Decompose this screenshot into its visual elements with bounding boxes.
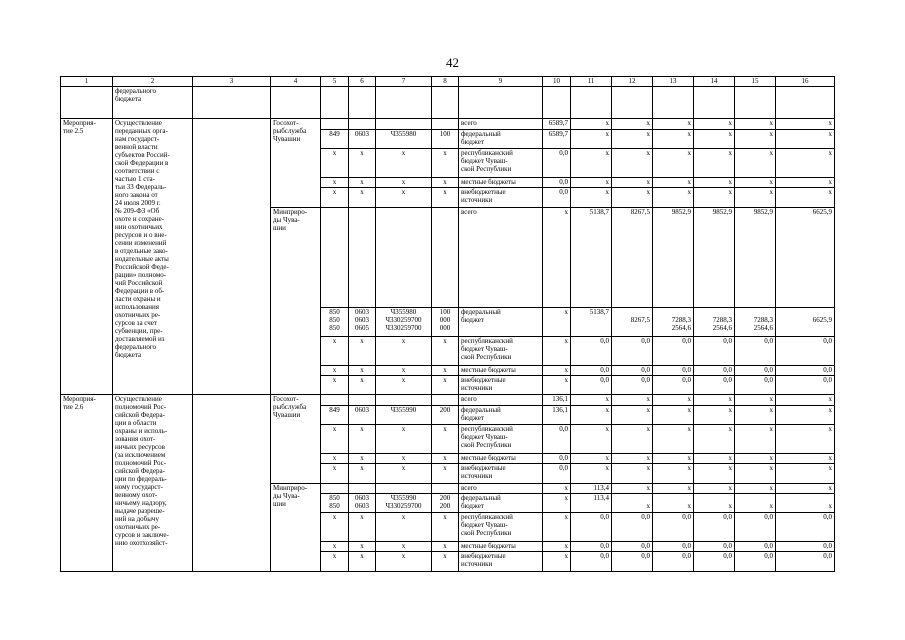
budget-code-cell: x [349, 177, 376, 187]
value-cell: 0,0 [735, 552, 776, 572]
empty-cell [459, 87, 543, 119]
value-cell: x [653, 119, 694, 129]
budget-code-cell [321, 119, 349, 129]
budget-code-cell: x [321, 188, 349, 207]
budget-code-cell: 0603 [349, 129, 376, 148]
budget-code-cell: x [376, 365, 432, 375]
value-cell: 0,0 [776, 552, 835, 572]
value-cell: x [571, 177, 612, 187]
column-number-row [61, 77, 835, 87]
value-cell: 0,0 [735, 376, 776, 395]
budget-code-cell: x [376, 149, 432, 178]
budget-code-cell [376, 207, 432, 308]
budget-code-cell: x [376, 513, 432, 542]
value-cell: x [776, 129, 835, 148]
executor-cell: Госохот- рыбслужба Чувашии [271, 395, 321, 483]
value-cell: x [694, 483, 735, 493]
value-cell: x [571, 464, 612, 483]
budget-code-cell [376, 119, 432, 129]
goal-cell [193, 395, 271, 572]
value-cell: x [612, 483, 653, 493]
value-cell: x [612, 395, 653, 405]
value-cell: 136,1 [543, 395, 571, 405]
value-cell: x [543, 365, 571, 375]
value-cell: x [694, 494, 735, 513]
value-cell: x [543, 376, 571, 395]
budget-code-cell: x [376, 464, 432, 483]
value-cell: x [694, 405, 735, 424]
value-cell: x [694, 464, 735, 483]
empty-cell [376, 87, 432, 119]
value-cell: x [694, 119, 735, 129]
value-cell: 0,0 [571, 513, 612, 542]
page-number: 42 [446, 55, 459, 70]
budget-code-cell: x [376, 188, 432, 207]
value-cell: x [571, 129, 612, 148]
value-cell: x [694, 188, 735, 207]
column-number-header: 11 [571, 77, 612, 87]
value-cell: 0,0 [543, 464, 571, 483]
empty-cell [321, 87, 349, 119]
empty-cell [61, 87, 113, 119]
column-number-header: 4 [271, 77, 321, 87]
value-cell: x [612, 149, 653, 178]
value-cell: 0,0 [571, 365, 612, 375]
budget-code-cell: Ч355990 Ч330259700 [376, 494, 432, 513]
value-cell: x [612, 188, 653, 207]
value-cell: x [543, 552, 571, 572]
value-cell: 0,0 [653, 365, 694, 375]
funding-source-cell: местные бюджеты [459, 365, 543, 375]
value-cell: x [571, 395, 612, 405]
budget-code-cell [321, 483, 349, 493]
table-row [61, 395, 835, 405]
value-cell: x [694, 149, 735, 178]
value-cell: x [694, 177, 735, 187]
value-cell: 6589,7 [543, 119, 571, 129]
budget-code-cell [349, 483, 376, 493]
value-cell: 5138,7 [571, 207, 612, 308]
value-cell: x [543, 494, 571, 513]
funding-source-cell: местные бюджеты [459, 177, 543, 187]
value-cell: 9852,9 [694, 207, 735, 308]
value-cell: x [776, 483, 835, 493]
value-cell: x [735, 177, 776, 187]
value-cell: 0,0 [776, 513, 835, 542]
value-cell: 0,0 [653, 552, 694, 572]
budget-code-cell [432, 119, 459, 129]
value-cell: 0,0 [653, 337, 694, 366]
executor-cell: Госохот- рыбслужба Чувашии [271, 119, 321, 207]
budget-code-cell: x [321, 453, 349, 463]
funding-source-cell: республиканский бюджет Чуваш- ской Республики [459, 513, 543, 542]
value-cell: x [653, 494, 694, 513]
value-cell: 8267,5 [612, 207, 653, 308]
value-cell: x [735, 483, 776, 493]
column-number-header: 3 [193, 77, 271, 87]
budget-code-cell: x [376, 552, 432, 572]
event-name-cell: Осуществление полномочий Рос- сийской Федера- ции в области охраны и исполь- зования охот- ничьих ресурсов (за исключением полномочий Рос- сийской Федера- ции по федераль- ному государст- венному охот- ничьему надзору, выдаче разреше- ний на добычу охотничьих ре- сурсов и заключе- нию охотхозяйст- [113, 395, 193, 572]
budget-code-cell: x [432, 376, 459, 395]
budget-code-cell: x [349, 149, 376, 178]
budget-code-cell [376, 483, 432, 493]
empty-cell [776, 87, 835, 119]
empty-cell [543, 87, 571, 119]
value-cell: 113,4 [571, 494, 612, 513]
budget-code-cell: x [321, 177, 349, 187]
column-number-header: 1 [61, 77, 113, 87]
value-cell: x [653, 405, 694, 424]
event-name-cell: Осуществление переданных орга- нам государст- венной власти субъектов Россий- ской Федерации в соответствии с частью 1 ста- тьи 33 Федераль- ного закона от 24 июля 2009 г. № 209-ФЗ «Об охоте и сохране- нии охотничьих ресурсов и о вне- сении изменений в отдельные зако- нодательные акты Российской Феде- рации» полномо- чий Российской Федерации в об- ласти охраны и использования охотничьих ре- сурсов за счет субвенции, пре- доставляемой из федерального бюджета [113, 119, 193, 395]
value-cell: x [735, 129, 776, 148]
budget-code-cell: x [349, 365, 376, 375]
budget-code-cell: Ч355980 [376, 129, 432, 148]
value-cell: x [571, 188, 612, 207]
funding-source-cell: республиканский бюджет Чуваш- ской Республики [459, 337, 543, 366]
value-cell: 0,0 [694, 365, 735, 375]
value-cell: x [612, 119, 653, 129]
value-cell: x [653, 425, 694, 454]
budget-code-cell: x [376, 453, 432, 463]
funding-source-cell: внебюджетные источники [459, 188, 543, 207]
budget-code-cell: 849 [321, 129, 349, 148]
value-cell: x [571, 149, 612, 178]
value-cell: x [653, 483, 694, 493]
budget-code-cell [432, 395, 459, 405]
budget-code-cell: x [349, 337, 376, 366]
funding-source-cell: местные бюджеты [459, 453, 543, 463]
column-number-header: 16 [776, 77, 835, 87]
budget-code-cell: x [432, 425, 459, 454]
value-cell: x [776, 119, 835, 129]
budget-code-cell: x [432, 365, 459, 375]
value-cell: x [776, 405, 835, 424]
value-cell: 0,0 [571, 542, 612, 552]
value-cell: x [543, 337, 571, 366]
empty-cell [349, 87, 376, 119]
budget-code-cell: x [432, 464, 459, 483]
value-cell: 0,0 [612, 376, 653, 395]
value-cell: x [735, 425, 776, 454]
column-number-header: 8 [432, 77, 459, 87]
column-number-header: 14 [694, 77, 735, 87]
budget-code-cell: x [349, 188, 376, 207]
value-cell: 0,0 [694, 513, 735, 542]
value-cell: 6625,9 [776, 207, 835, 308]
value-cell: x [543, 308, 571, 337]
funding-source-cell: федеральный бюджет [459, 405, 543, 424]
budget-code-cell: x [376, 425, 432, 454]
value-cell: x [571, 453, 612, 463]
value-cell: 0,0 [776, 376, 835, 395]
budget-code-cell: x [321, 365, 349, 375]
value-cell: x [694, 425, 735, 454]
value-cell: x [735, 464, 776, 483]
value-cell: 7288,3 2564,6 [735, 308, 776, 337]
value-cell: x [543, 542, 571, 552]
value-cell: x [571, 119, 612, 129]
budget-code-cell: x [376, 542, 432, 552]
value-cell: 0,0 [612, 552, 653, 572]
value-cell: x [612, 425, 653, 454]
value-cell: 113,4 [571, 483, 612, 493]
empty-cell [694, 87, 735, 119]
budget-code-cell [376, 395, 432, 405]
budget-code-cell: x [321, 425, 349, 454]
budget-code-cell: 849 [321, 405, 349, 424]
value-cell: x [653, 395, 694, 405]
funding-source-cell: всего [459, 483, 543, 493]
budget-code-cell: x [349, 453, 376, 463]
value-cell: x [694, 453, 735, 463]
column-number-header: 6 [349, 77, 376, 87]
budget-code-cell: 850 850 850 [321, 308, 349, 337]
value-cell: x [735, 494, 776, 513]
value-cell: 0,0 [735, 513, 776, 542]
value-cell: x [543, 513, 571, 542]
value-cell: 0,0 [694, 337, 735, 366]
value-cell: x [612, 464, 653, 483]
goal-cell [193, 119, 271, 395]
empty-cell [271, 87, 321, 119]
funding-source-cell: всего [459, 119, 543, 129]
funding-source-cell: всего [459, 207, 543, 308]
value-cell: x [612, 177, 653, 187]
column-number-header: 2 [113, 77, 193, 87]
budget-code-cell: x [376, 376, 432, 395]
column-number-header: 12 [612, 77, 653, 87]
value-cell: 0,0 [653, 513, 694, 542]
budget-code-cell: x [432, 513, 459, 542]
value-cell: x [776, 177, 835, 187]
value-cell: x [653, 188, 694, 207]
executor-cell: Минприро- ды Чува- шии [271, 483, 321, 571]
value-cell: x [735, 405, 776, 424]
budget-code-cell [432, 207, 459, 308]
value-cell: 0,0 [543, 425, 571, 454]
value-cell: 6625,9 [776, 308, 835, 337]
value-cell: 0,0 [735, 542, 776, 552]
value-cell: 8267,5 [612, 308, 653, 337]
funding-source-cell: внебюджетные источники [459, 376, 543, 395]
value-cell: 0,0 [653, 542, 694, 552]
budget-code-cell: x [321, 376, 349, 395]
value-cell: x [612, 405, 653, 424]
budget-code-cell: 200 [432, 405, 459, 424]
value-cell: x [653, 464, 694, 483]
budget-code-cell: x [376, 337, 432, 366]
value-cell: 0,0 [776, 365, 835, 375]
value-cell: 0,0 [612, 542, 653, 552]
budget-code-cell: x [321, 149, 349, 178]
value-cell: 7288,3 2564,6 [694, 308, 735, 337]
value-cell: 0,0 [543, 149, 571, 178]
value-cell: 0,0 [612, 337, 653, 366]
funding-source-cell: республиканский бюджет Чуваш- ской Республики [459, 425, 543, 454]
funding-source-cell: местные бюджеты [459, 542, 543, 552]
value-cell: x [776, 494, 835, 513]
value-cell: x [776, 149, 835, 178]
value-cell: x [735, 149, 776, 178]
budget-code-cell: x [432, 188, 459, 207]
budget-table [60, 76, 835, 572]
budget-code-cell: x [321, 513, 349, 542]
value-cell: x [735, 119, 776, 129]
column-number-header: 5 [321, 77, 349, 87]
event-code-cell: Мероприя- тие 2.6 [61, 395, 113, 572]
value-cell: 0,0 [571, 376, 612, 395]
value-cell: 0,0 [571, 552, 612, 572]
table-row [61, 119, 835, 129]
funding-source-cell: внебюджетные источники [459, 552, 543, 572]
funding-source-cell: всего [459, 395, 543, 405]
value-cell: 7288,3 2564,6 [653, 308, 694, 337]
value-cell: x [735, 188, 776, 207]
budget-code-cell: x [349, 376, 376, 395]
executor-cell: Минприро- ды Чува- шии [271, 207, 321, 395]
budget-code-cell: x [432, 337, 459, 366]
budget-code-cell: 100 000 000 [432, 308, 459, 337]
budget-code-cell: x [349, 425, 376, 454]
funding-source-cell: федеральный бюджет [459, 494, 543, 513]
event-name-cell: федерального бюджета [113, 87, 193, 119]
value-cell: 0,0 [694, 552, 735, 572]
value-cell: x [694, 395, 735, 405]
value-cell: 0,0 [571, 337, 612, 366]
budget-code-cell [349, 207, 376, 308]
carry-over-row [61, 87, 835, 119]
budget-code-cell: x [349, 552, 376, 572]
budget-code-cell: x [376, 177, 432, 187]
value-cell: 0,0 [735, 337, 776, 366]
column-number-header: 9 [459, 77, 543, 87]
budget-code-cell: x [321, 337, 349, 366]
budget-code-cell [349, 119, 376, 129]
empty-cell [612, 87, 653, 119]
column-number-header: 7 [376, 77, 432, 87]
value-cell: x [776, 395, 835, 405]
budget-code-cell [432, 483, 459, 493]
value-cell: x [735, 453, 776, 463]
value-cell: x [776, 425, 835, 454]
value-cell: 0,0 [543, 177, 571, 187]
empty-cell [571, 87, 612, 119]
column-number-header: 13 [653, 77, 694, 87]
budget-code-cell: 850 850 [321, 494, 349, 513]
value-cell: 9852,9 [653, 207, 694, 308]
value-cell: x [543, 207, 571, 308]
value-cell: 9852,9 [735, 207, 776, 308]
value-cell: x [694, 129, 735, 148]
value-cell: 0,0 [543, 453, 571, 463]
budget-code-cell: x [321, 552, 349, 572]
empty-cell [653, 87, 694, 119]
budget-code-cell: Ч355990 [376, 405, 432, 424]
budget-code-cell: x [432, 177, 459, 187]
budget-code-cell: 200 200 [432, 494, 459, 513]
budget-code-cell: x [349, 464, 376, 483]
value-cell: x [735, 395, 776, 405]
empty-cell [432, 87, 459, 119]
budget-code-cell [349, 395, 376, 405]
value-cell: x [776, 188, 835, 207]
column-number-header: 15 [735, 77, 776, 87]
budget-code-cell: x [432, 453, 459, 463]
value-cell: x [543, 483, 571, 493]
budget-code-cell [321, 207, 349, 308]
budget-code-cell: 100 [432, 129, 459, 148]
value-cell: x [776, 464, 835, 483]
value-cell: 0,0 [735, 365, 776, 375]
value-cell: 5138,7 [571, 308, 612, 337]
budget-code-cell: 0603 [349, 405, 376, 424]
column-number-header: 10 [543, 77, 571, 87]
value-cell: x [653, 129, 694, 148]
empty-cell [193, 87, 271, 119]
budget-code-cell: x [349, 513, 376, 542]
value-cell: x [612, 494, 653, 513]
value-cell: x [571, 425, 612, 454]
value-cell: x [612, 453, 653, 463]
value-cell: 0,0 [694, 376, 735, 395]
value-cell: x [571, 405, 612, 424]
funding-source-cell: республиканский бюджет Чуваш- ской Республики [459, 149, 543, 178]
budget-code-cell: 0603 0603 0605 [349, 308, 376, 337]
value-cell: x [653, 453, 694, 463]
budget-code-cell: 0603 0603 [349, 494, 376, 513]
value-cell: x [653, 177, 694, 187]
funding-source-cell: федеральный бюджет [459, 129, 543, 148]
funding-source-cell: федеральный бюджет [459, 308, 543, 337]
value-cell: 136,1 [543, 405, 571, 424]
event-code-cell: Мероприя- тие 2.5 [61, 119, 113, 395]
value-cell: 0,0 [612, 513, 653, 542]
budget-code-cell: x [349, 542, 376, 552]
value-cell: x [776, 453, 835, 463]
value-cell: 6589,7 [543, 129, 571, 148]
empty-cell [735, 87, 776, 119]
value-cell: 0,0 [653, 376, 694, 395]
funding-source-cell: внебюджетные источники [459, 464, 543, 483]
value-cell: x [612, 129, 653, 148]
budget-code-cell: x [432, 542, 459, 552]
budget-code-cell: x [432, 552, 459, 572]
budget-code-cell: x [321, 464, 349, 483]
budget-code-cell: x [321, 542, 349, 552]
budget-code-cell: x [432, 149, 459, 178]
value-cell: 0,0 [694, 542, 735, 552]
value-cell: 0,0 [776, 337, 835, 366]
value-cell: 0,0 [776, 542, 835, 552]
value-cell: 0,0 [612, 365, 653, 375]
value-cell: x [653, 149, 694, 178]
budget-code-cell: Ч355980 Ч330259700 Ч330259700 [376, 308, 432, 337]
value-cell: 0,0 [543, 188, 571, 207]
budget-code-cell [321, 395, 349, 405]
